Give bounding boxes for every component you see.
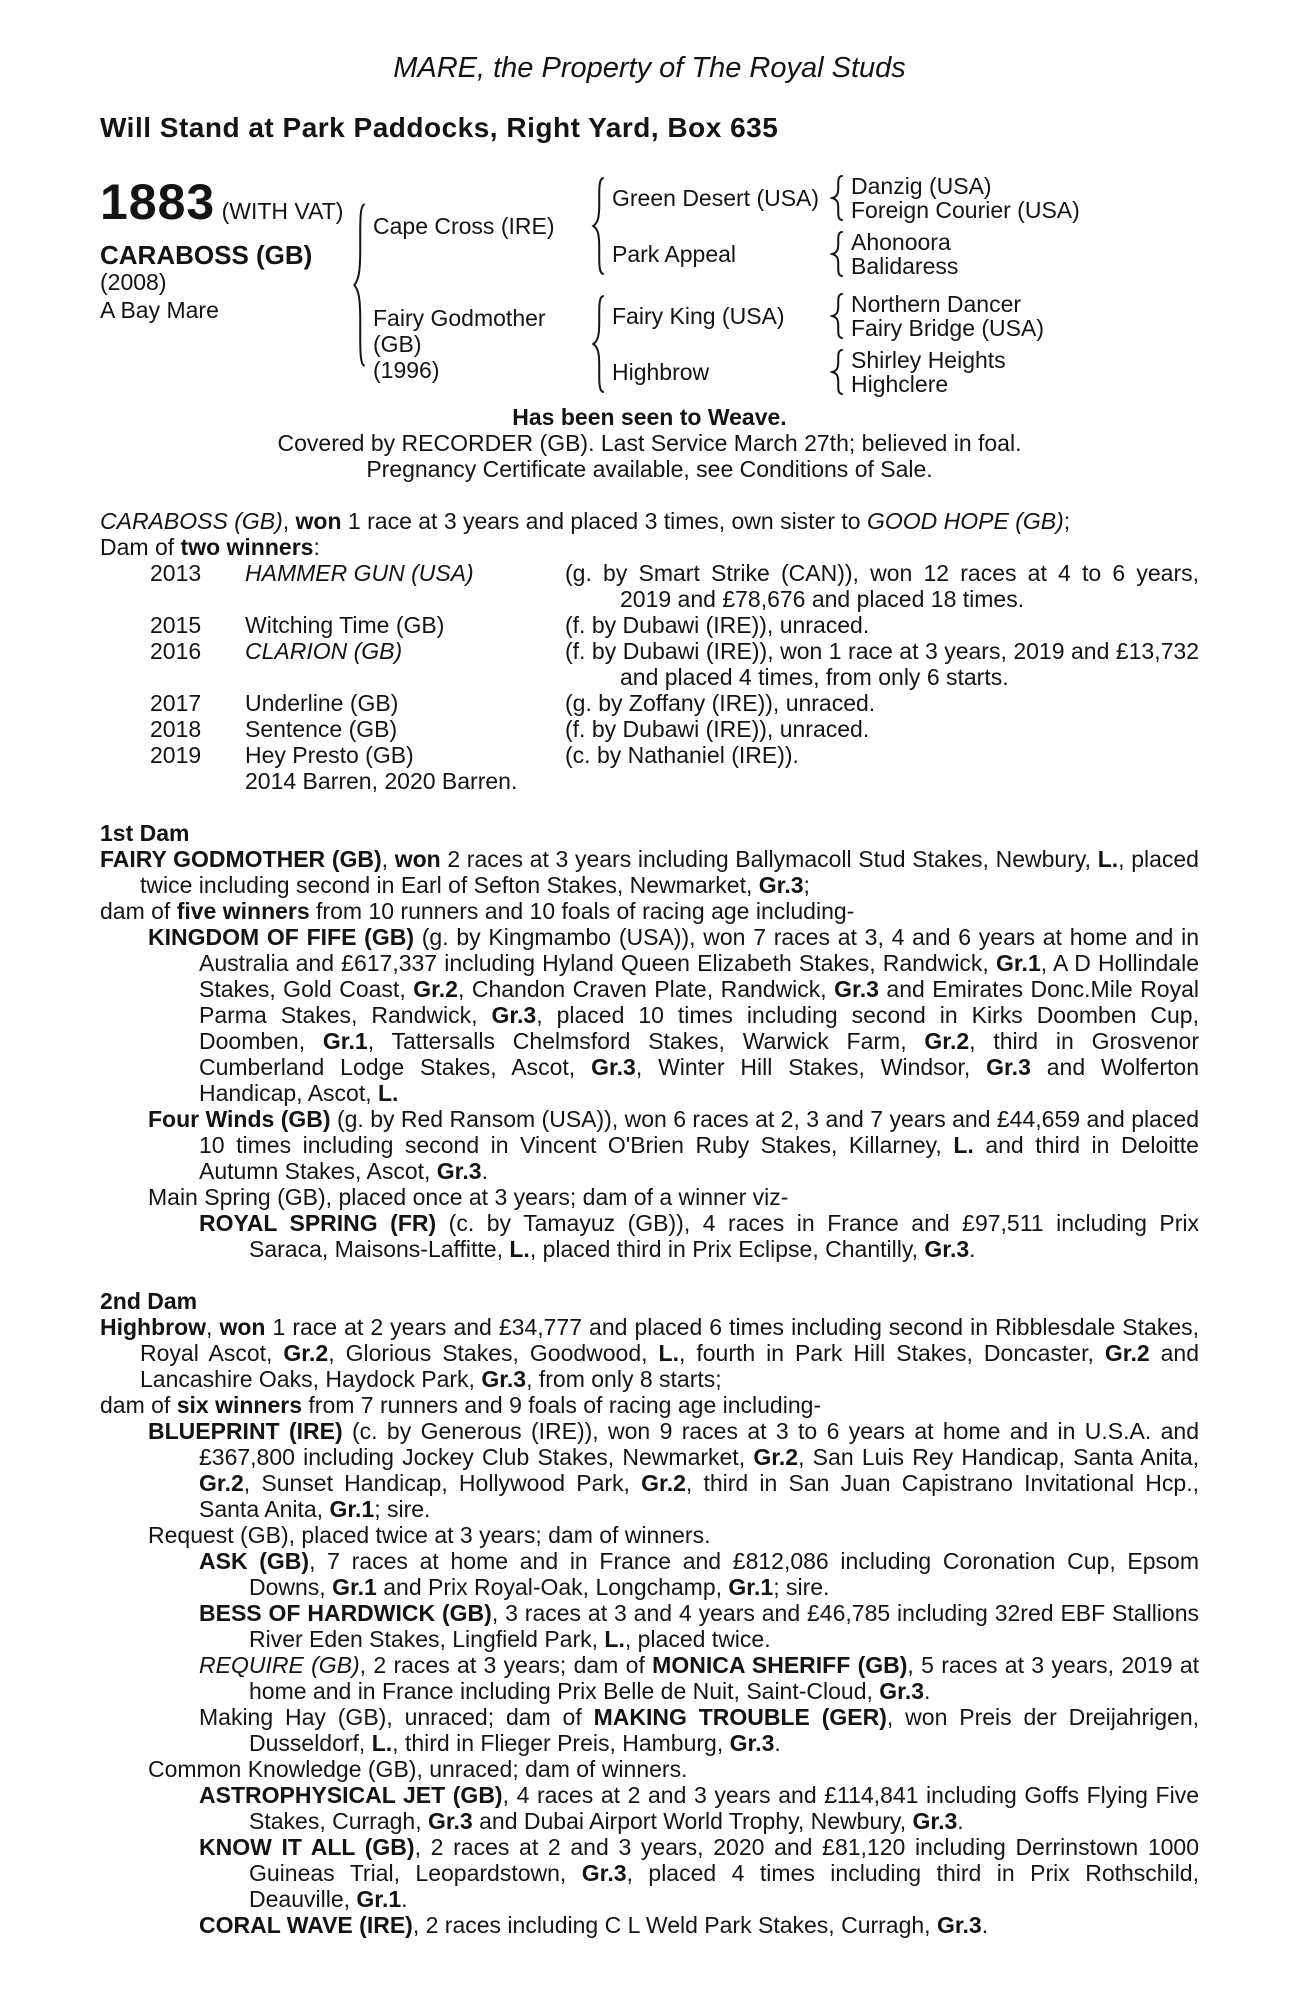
pedigree-brace-icon: [591, 176, 606, 276]
horse-name: CARABOSS (GB): [100, 240, 313, 270]
pedigree-paragraph: ASK (GB), 7 races at home and in France and £812,086 including Coronation Cup, Epsom Downs, Gr.1 and Prix Royal-Oak, Longchamp, Gr.1; sire.: [199, 1548, 1199, 1600]
ancestor-name: Shirley Heights: [851, 347, 1006, 373]
covered-notice: Covered by RECORDER (GB). Last Service March 27th; believed in foal.: [277, 430, 1022, 456]
lot-number: 1883: [100, 174, 216, 230]
ancestor-name: Ahonoora: [851, 229, 951, 255]
mare-race-record: CARABOSS (GB), won 1 race at 3 years and placed 3 times, own sister to GOOD HOPE (GB);: [100, 508, 1071, 534]
ancestor-name: Balidaress: [851, 253, 959, 279]
sire-sire-branch: [612, 174, 1199, 222]
produce-row: [150, 742, 1199, 768]
horse-year: (2008): [100, 269, 167, 295]
pedigree-paragraph: Common Knowledge (GB), unraced; dam of winners.: [148, 1756, 688, 1782]
produce-year: 2015: [150, 612, 202, 638]
pedigree-paragraph: Making Hay (GB), unraced; dam of MAKING TROUBLE (GER), won Preis der Dreijahrigen, Dusseldorf, L., third in Flieger Preis, Hamburg, Gr.3.: [199, 1704, 1199, 1756]
pedigree-paragraph: dam of six winners from 7 runners and 9 foals of racing age including-: [100, 1392, 822, 1418]
ancestor-name: Highclere: [851, 371, 949, 397]
pregnancy-notice: Pregnancy Certificate available, see Conditions of Sale.: [366, 456, 933, 482]
weave-notice: Has been seen to Weave.: [512, 404, 787, 430]
second-dam-heading: 2nd Dam: [100, 1288, 198, 1314]
pedigree-paragraph: KNOW IT ALL (GB), 2 races at 2 and 3 years, 2020 and £81,120 including Derrinstown 1000 Guineas Trial, Leopardstown, Gr.3, placed 4 times including third in Prix Rothschild, Deauville, Gr.1.: [199, 1834, 1200, 1912]
produce-year: 2016: [150, 638, 202, 664]
stand-location-line: Will Stand at Park Paddocks, Right Yard, Box 635: [100, 112, 779, 143]
pedigree-paragraph: KINGDOM OF FIFE (GB) (g. by Kingmambo (USA)), won 7 races at 3, 4 and 6 years at home and in Australia and £617,337 including Hyland Queen Elizabeth Stakes, Randwick, Gr.1, A D Hollindale Stakes, Gold Coast, Gr.2, Chandon Craven Plate, Randwick, Gr.3 and Emirates Donc.Mile Royal Parma Stakes, Randwick, Gr.3, placed 10 times including second in Kirks Doomben Cup, Doomben, Gr.1, Tattersalls Chelmsford Stakes, Warwick Farm, Gr.2, third in Grosvenor Cumberland Lodge Stakes, Ascot, Gr.3, Winter Hill Stakes, Windsor, Gr.3 and Wolferton Handicap, Ascot, L.: [148, 924, 1200, 1106]
pedigree-paragraph: BLUEPRINT (IRE) (c. by Generous (IRE)), won 9 races at 3 to 6 years at home and in U.S.A. and £367,800 including Jockey Club Stakes, Newmarket, Gr.2, San Luis Rey Handicap, Santa Anita, Gr.2, Sunset Handicap, Hollywood Park, Gr.2, third in San Juan Capistrano Invitational Hcp., Santa Anita, Gr.1; sire.: [148, 1418, 1200, 1522]
pedigree-paragraph: dam of five winners from 10 runners and 10 foals of racing age including-: [100, 898, 855, 924]
produce-record-section: [100, 508, 1199, 794]
sire-branch: [373, 174, 1199, 278]
ancestor-name: Danzig (USA): [851, 173, 992, 199]
lot-info: [100, 174, 352, 396]
produce-name: Underline (GB): [245, 690, 399, 716]
pedigree-paragraph: FAIRY GODMOTHER (GB), won 2 races at 3 years including Ballymacoll Stud Stakes, Newbury, L., placed twice including second in Earl of Sefton Stakes, Newmarket, Gr.3;: [100, 846, 1199, 898]
pedigree-brace-icon: [591, 294, 606, 394]
dam-branch: [373, 292, 1199, 396]
dam-sire-name: Fairy King (USA): [612, 303, 785, 329]
pedigree-brace-icon: [830, 293, 845, 339]
pedigree-brace-icon: [830, 349, 845, 395]
lot-vat-note: (WITH VAT): [221, 198, 344, 224]
page-title: MARE, the Property of The Royal Studs: [393, 52, 906, 84]
produce-row: [150, 638, 1199, 690]
dam-of-line: Dam of two winners:: [100, 534, 320, 560]
produce-desc: (c. by Nathaniel (IRE)).: [565, 742, 799, 768]
ancestor-name: Northern Dancer: [851, 291, 1022, 317]
produce-desc: (f. by Dubawi (IRE)), won 1 race at 3 years, 2019 and £13,732 and placed 4 times, from only 6 starts.: [565, 638, 1199, 690]
pedigree-paragraph: Main Spring (GB), placed once at 3 years; dam of a winner viz-: [148, 1184, 789, 1210]
ancestor-name: Fairy Bridge (USA): [851, 315, 1044, 341]
produce-table: [150, 560, 1199, 768]
produce-desc: (g. by Smart Strike (CAN)), won 12 races at 4 to 6 years, 2019 and £78,676 and placed 18 times.: [565, 560, 1199, 612]
sire-name: Cape Cross (IRE): [373, 213, 555, 239]
sire-sire-name: Green Desert (USA): [612, 185, 820, 211]
produce-name: HAMMER GUN (USA): [245, 560, 474, 586]
second-dam-section: [100, 1288, 1199, 1938]
sire-dam-name: Park Appeal: [612, 241, 737, 267]
pedigree-brace-icon: [352, 201, 367, 369]
produce-row: [150, 716, 1199, 742]
produce-row: [150, 560, 1199, 612]
sire-dam-branch: [612, 230, 1199, 278]
pedigree-tree: [352, 174, 1199, 396]
dam-name-line: Fairy Godmother: [373, 305, 546, 331]
produce-desc: (g. by Zoffany (IRE)), unraced.: [565, 690, 876, 716]
produce-year: 2013: [150, 560, 202, 586]
produce-name: CLARION (GB): [245, 638, 403, 664]
produce-name: Hey Presto (GB): [245, 742, 414, 768]
first-dam-section: [100, 820, 1199, 1262]
produce-year: 2017: [150, 690, 202, 716]
pedigree-paragraph: CORAL WAVE (IRE), 2 races including C L Weld Park Stakes, Curragh, Gr.3.: [199, 1912, 989, 1938]
pedigree-paragraph: Request (GB), placed twice at 3 years; dam of winners.: [148, 1522, 711, 1548]
horse-description: A Bay Mare: [100, 297, 219, 323]
dam-dam-name: Highbrow: [612, 359, 710, 385]
dam-sire-branch: [612, 292, 1199, 340]
first-dam-heading: 1st Dam: [100, 820, 190, 846]
second-dam-paragraphs: [100, 1314, 1199, 1938]
produce-name: Sentence (GB): [245, 716, 398, 742]
pedigree-brace-icon: [830, 175, 845, 221]
produce-desc: (f. by Dubawi (IRE)), unraced.: [565, 612, 870, 638]
dam-name: [373, 305, 591, 383]
dam-dam-branch: [612, 348, 1199, 396]
first-dam-paragraphs: [100, 846, 1199, 1262]
barren-note: 2014 Barren, 2020 Barren.: [245, 768, 518, 794]
produce-row: [150, 690, 1199, 716]
pedigree-paragraph: ASTROPHYSICAL JET (GB), 4 races at 2 and 3 years and £114,841 including Goffs Flying Five Stakes, Curragh, Gr.3 and Dubai Airport World Trophy, Newbury, Gr.3.: [199, 1782, 1199, 1834]
produce-year: 2019: [150, 742, 202, 768]
pedigree-paragraph: REQUIRE (GB), 2 races at 3 years; dam of MONICA SHERIFF (GB), 5 races at 3 years, 2019 at home and in France including Prix Belle de Nuit, Saint-Cloud, Gr.3.: [199, 1652, 1200, 1704]
produce-year: 2018: [150, 716, 202, 742]
pedigree-paragraph: BESS OF HARDWICK (GB), 3 races at 3 and 4 years and £46,785 including 32red EBF Stallions River Eden Stakes, Lingfield Park, L., placed twice.: [199, 1600, 1199, 1652]
produce-row: [150, 612, 1199, 638]
pedigree-paragraph: Four Winds (GB) (g. by Red Ransom (USA)), won 6 races at 2, 3 and 7 years and £44,659 and placed 10 times including second in Vincent O'Brien Ruby Stakes, Killarney, L. and third in Deloitte Autumn Stakes, Ascot, Gr.3.: [148, 1106, 1200, 1184]
pedigree-block: [100, 174, 1199, 396]
produce-desc: (f. by Dubawi (IRE)), unraced.: [565, 716, 870, 742]
pedigree-paragraph: ROYAL SPRING (FR) (c. by Tamayuz (GB)), 4 races in France and £97,511 including Prix Saraca, Maisons-Laffitte, L., placed third in Prix Eclipse, Chantilly, Gr.3.: [199, 1210, 1199, 1262]
dam-name-line: (GB): [373, 331, 422, 357]
pedigree-paragraph: Highbrow, won 1 race at 2 years and £34,777 and placed 6 times including second in Ribblesdale Stakes, Royal Ascot, Gr.2, Glorious Stakes, Goodwood, L., fourth in Park Hill Stakes, Doncaster, Gr.2 and Lancashire Oaks, Haydock Park, Gr.3, from only 8 starts;: [100, 1314, 1200, 1392]
pedigree-brace-icon: [830, 231, 845, 277]
ancestor-name: Foreign Courier (USA): [851, 197, 1080, 223]
produce-name: Witching Time (GB): [245, 612, 445, 638]
dam-name-line: (1996): [373, 357, 440, 383]
